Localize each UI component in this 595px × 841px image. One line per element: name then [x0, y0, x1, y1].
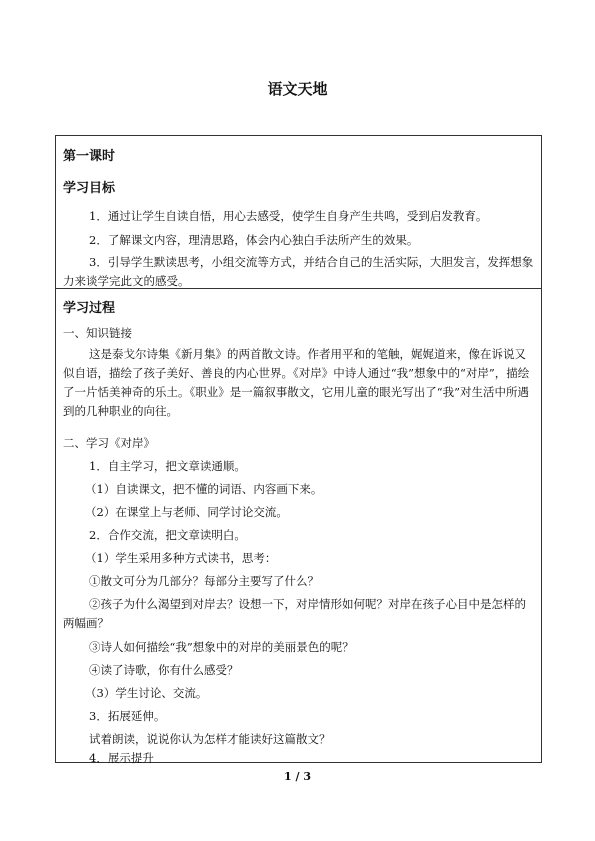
part2-title: 二、学习《对岸》 [63, 436, 155, 450]
page-title: 语文天地 [267, 80, 328, 98]
section-goals-box [55, 135, 542, 289]
goal-item: 3．引导学生默读思考，小组交流等方式，并结合自己的生活实际，大胆发言，发挥想象力来谈学完此文的感受。 [63, 255, 534, 288]
list-item: 3．拓展延伸。 [89, 709, 166, 723]
page-number: 1 / 3 [284, 770, 311, 783]
list-item: ①散文可分为几部分？每部分主要写了什么？ [89, 574, 319, 588]
lesson-heading: 第一课时 [63, 149, 116, 164]
list-item: 2．合作交流，把文章读明白。 [89, 528, 246, 542]
list-item: 1．自主学习，把文章读通顺。 [89, 459, 246, 473]
goal-item: 1．通过让学生自读自悟，用心去感受，使学生自身产生共鸣，受到启发教育。 [89, 209, 488, 223]
list-item: （2）在课堂上与老师、同学讨论交流。 [85, 505, 288, 519]
part1-title: 一、知识链接 [63, 326, 132, 340]
process-heading: 学习过程 [63, 301, 116, 316]
list-item: （1）学生采用多种方式读书，思考： [85, 551, 277, 565]
list-item: （1）自读课文，把不懂的词语、内容画下来。 [85, 482, 323, 496]
goal-item: 2．了解课文内容，理清思路，体会内心独白手法所产生的效果。 [89, 233, 419, 247]
list-item: 试着朗读，说说你认为怎样才能读好这篇散文？ [89, 732, 331, 746]
list-item: ③诗人如何描绘“我”想象中的对岸的美丽景色的呢？ [89, 640, 354, 654]
goals-heading: 学习目标 [63, 181, 116, 196]
list-item: 4．展示提升 [89, 751, 154, 765]
intro-paragraph: 这是泰戈尔诗集《新月集》的两首散文诗。作者用平和的笔触，娓娓道来，像在诉说又似自语，描绘了孩子美好、善良的内心世界。《对岸》中诗人通过“我”想象中的“对岸”，描绘了一片恬美神奇的乐土。《职业》是一篇叙事散文，它用儿童的眼光写出了“我”对生活中所遇到的几种职业的向往。 [63, 347, 530, 418]
list-item: ②孩子为什么渴望到对岸去？设想一下，对岸情形如何呢？对岸在孩子心目中是怎样的两幅画？ [63, 597, 526, 630]
list-item: （3）学生讨论、交流。 [85, 686, 208, 700]
list-item: ④读了诗歌，你有什么感受？ [89, 663, 239, 677]
section-process-box [55, 289, 542, 763]
